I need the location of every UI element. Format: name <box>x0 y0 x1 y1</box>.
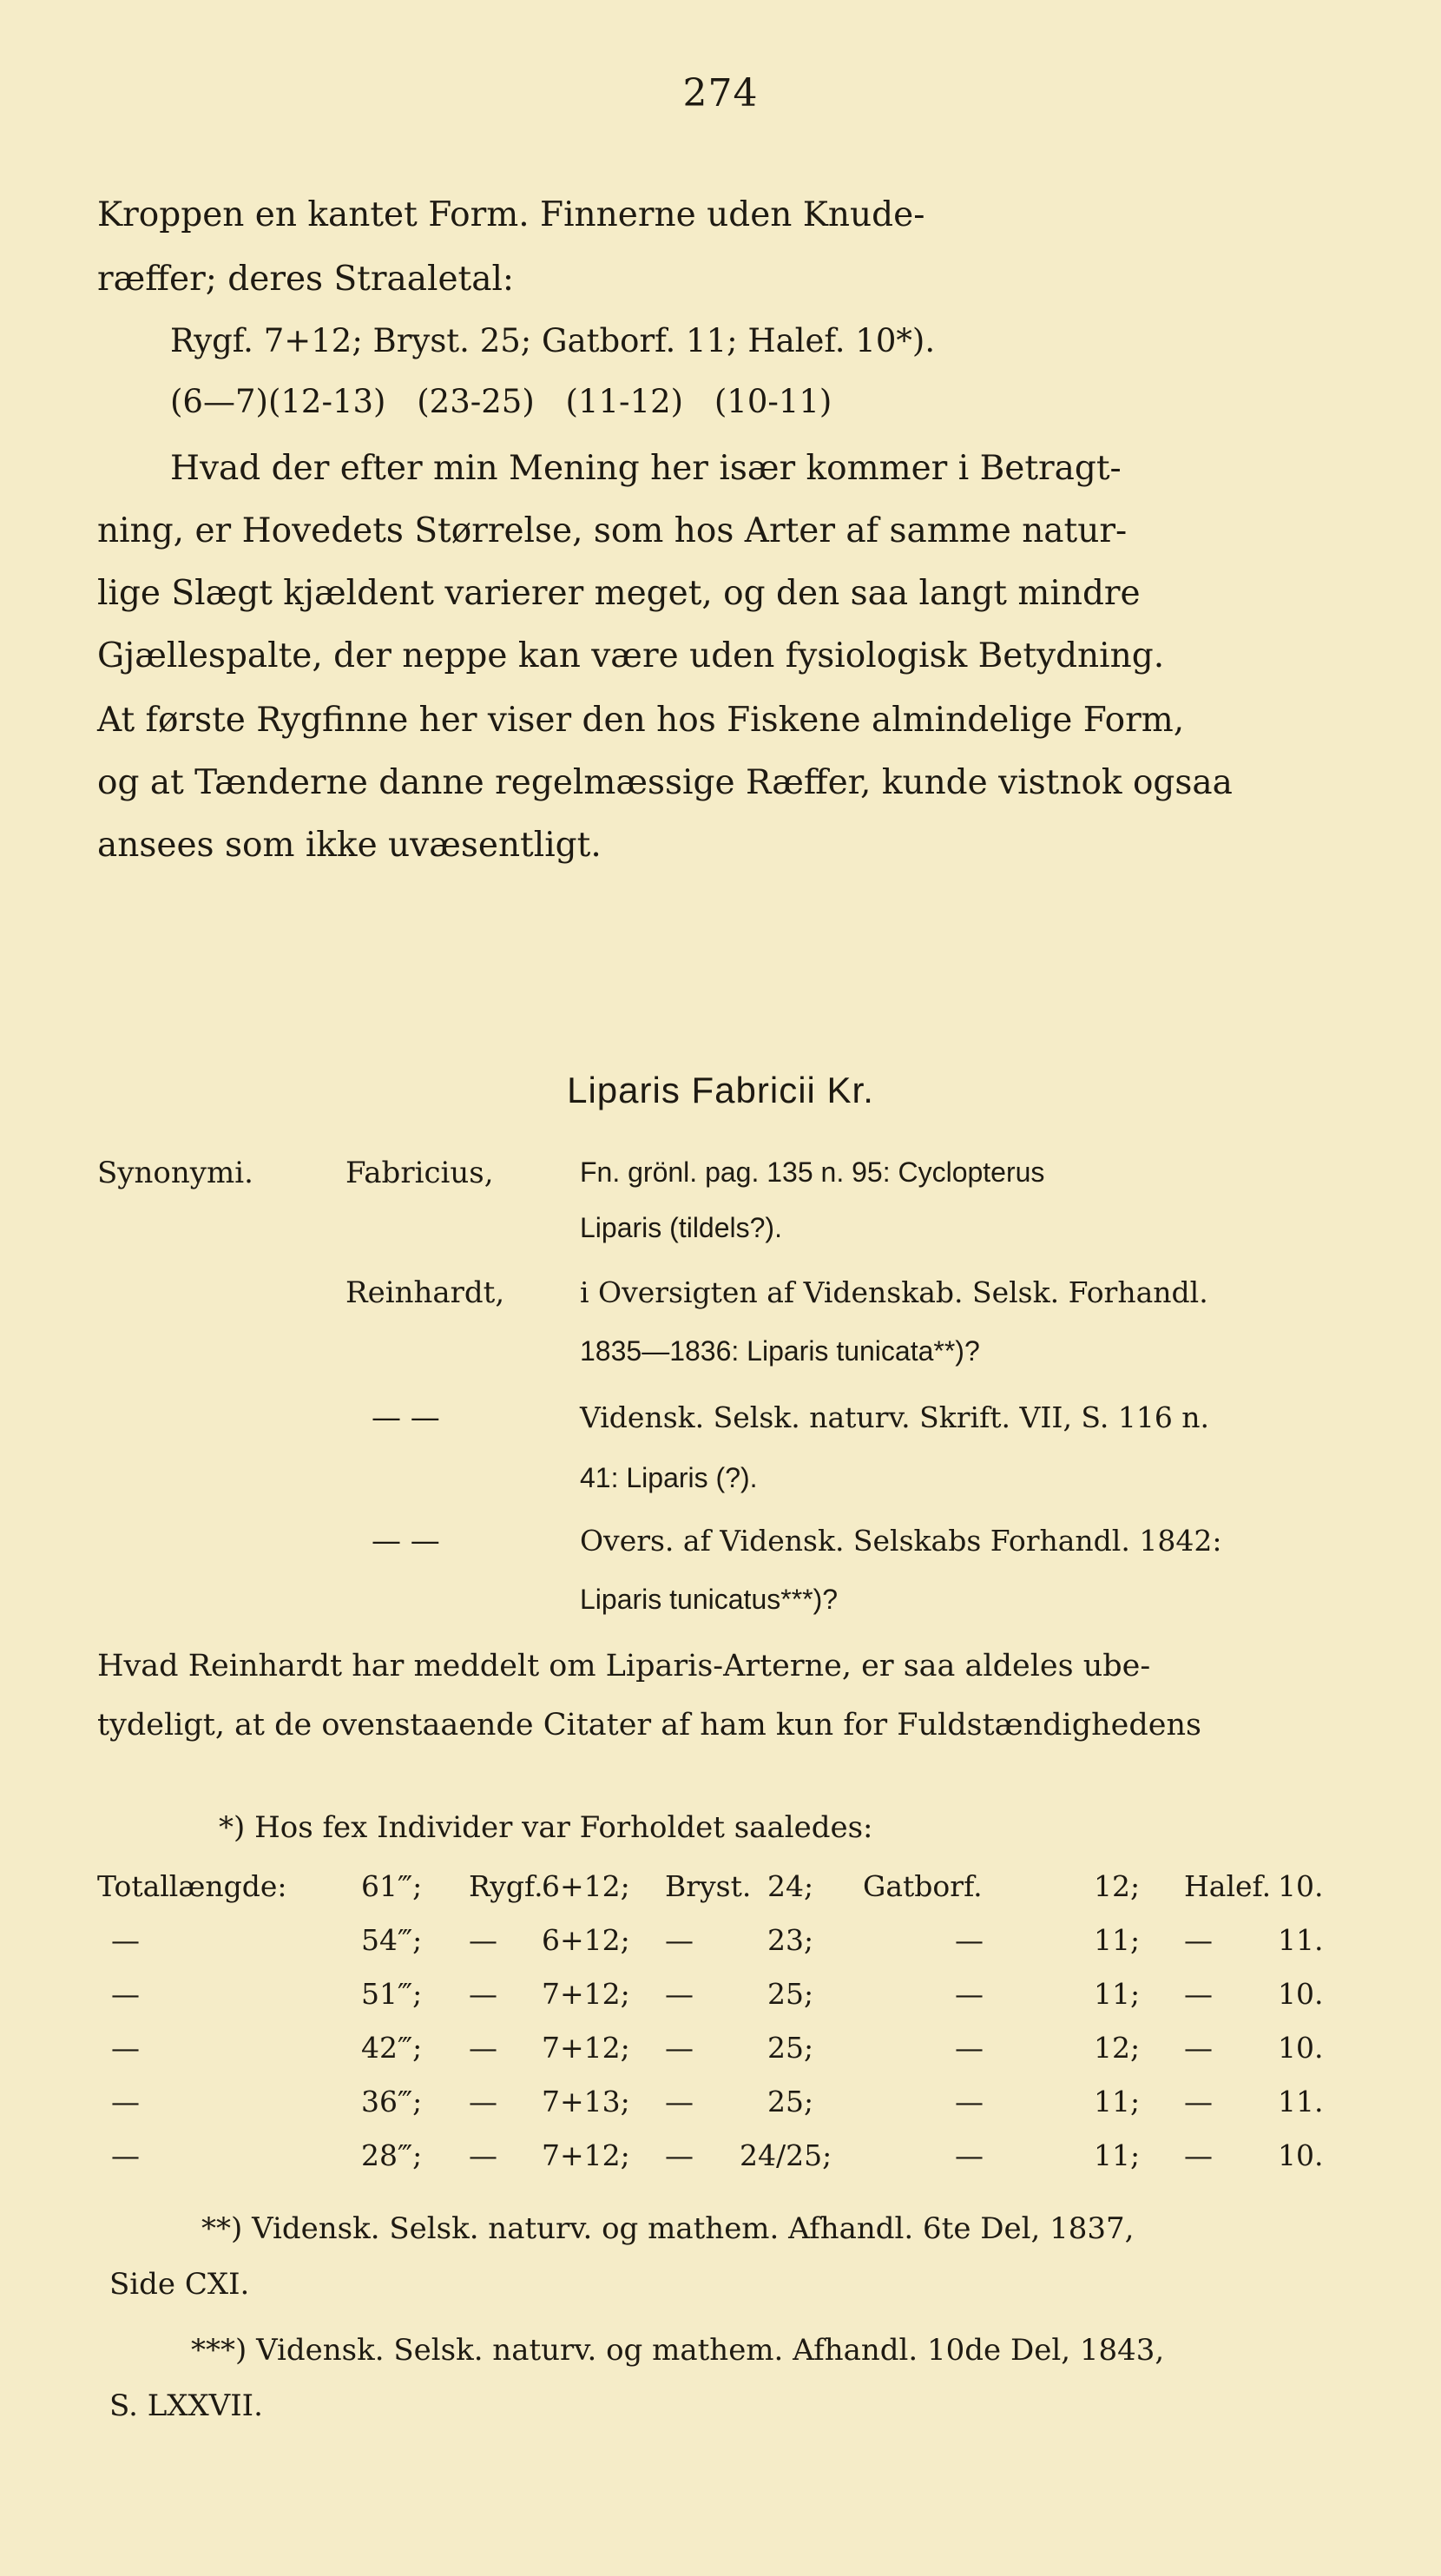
table-cell: 11; <box>1094 1923 1141 1957</box>
table-cell: 10. <box>1278 2031 1324 2065</box>
body-line: Hvad Reinhardt har meddelt om Liparis-Arterne, er saa aldeles ube- <box>97 1649 1151 1683</box>
body-line: og at Tænderne danne regelmæssige Ræffer, kunde vistnok ogsaa <box>97 763 1233 802</box>
synonymy-ditto: — — <box>372 1524 440 1558</box>
synonymy-reference: Fn. grönl. pag. 135 n. 95: Cyclopterus <box>580 1156 1045 1188</box>
table-cell: 10. <box>1278 1977 1324 2011</box>
table-cell: — <box>111 2085 140 2118</box>
table-cell: Bryst. <box>665 1869 752 1903</box>
table-cell: — <box>955 2085 984 2118</box>
table-cell: — <box>955 2138 984 2172</box>
footnote-text: Side CXI. <box>109 2267 250 2302</box>
synonymy-reference: Liparis tunicatus***)? <box>580 1584 839 1615</box>
body-line: tydeligt, at de ovenstaaende Citater af ham kun for Fuldstændighedens <box>97 1708 1201 1743</box>
table-cell: Totallængde: <box>97 1869 287 1903</box>
synonymy-reference: 41: Liparis (?). <box>580 1462 758 1493</box>
section-heading: Liparis Fabricii Kr. <box>567 1070 874 1110</box>
table-cell: — <box>1184 2031 1213 2065</box>
body-line: lige Slægt kjældent varierer meget, og den saa langt mindre <box>97 574 1141 613</box>
table-cell: — <box>111 1977 140 2011</box>
synonymy-reference: Overs. af Vidensk. Selskabs Forhandl. 1842: <box>580 1524 1222 1558</box>
table-cell: — <box>955 2031 984 2065</box>
table-cell: 7+12; <box>542 2138 630 2172</box>
table-cell: 11. <box>1278 2085 1324 2118</box>
table-cell: 12; <box>1094 1869 1141 1903</box>
table-cell: Rygf. <box>469 1869 543 1903</box>
table-cell: 7+12; <box>542 2031 630 2065</box>
footnote-text: S. LXXVII. <box>109 2388 263 2423</box>
table-cell: 11; <box>1094 1977 1141 2011</box>
table-cell: — <box>665 1923 694 1957</box>
body-line: Hvad der efter min Mening her især kommer i Betragt- <box>170 449 1122 488</box>
table-cell: — <box>665 2085 694 2118</box>
table-cell: — <box>665 2138 694 2172</box>
table-cell: 6+12; <box>542 1869 630 1903</box>
body-line: Kroppen en kantet Form. Finnerne uden Knude- <box>97 195 925 234</box>
footnote-text: ***) Vidensk. Selsk. naturv. og mathem. Afhandl. 10de Del, 1843, <box>191 2333 1165 2368</box>
table-cell: 7+12; <box>542 1977 630 2011</box>
table-cell: — <box>111 2031 140 2065</box>
table-cell: — <box>111 2138 140 2172</box>
body-line: At første Rygfinne her viser den hos Fiskene almindelige Form, <box>97 701 1185 740</box>
table-cell: — <box>1184 2085 1213 2118</box>
body-line: ning, er Hovedets Størrelse, som hos Arter af samme natur- <box>97 511 1128 550</box>
table-cell: 25; <box>767 2085 814 2118</box>
table-cell: — <box>665 2031 694 2065</box>
table-cell: 11; <box>1094 2138 1141 2172</box>
table-cell: 11. <box>1278 1923 1324 1957</box>
synonymy-reference: Liparis (tildels?). <box>580 1212 782 1243</box>
table-cell: — <box>469 2138 497 2172</box>
synonymy-reference: i Oversigten af Videnskab. Selsk. Forhandl. <box>580 1275 1208 1309</box>
table-cell: 6+12; <box>542 1923 630 1957</box>
table-cell: 10. <box>1278 2138 1324 2172</box>
table-cell: — <box>469 1923 497 1957</box>
table-cell: — <box>1184 2138 1213 2172</box>
synonymy-reference: 1835—1836: Liparis tunicata**)? <box>580 1335 980 1367</box>
table-cell: — <box>469 2031 497 2065</box>
table-cell: — <box>1184 1923 1213 1957</box>
table-cell: 24; <box>767 1869 814 1903</box>
table-cell: 51‴; <box>361 1977 423 2011</box>
synonymy-reference: Vidensk. Selsk. naturv. Skrift. VII, S. 116 n. <box>580 1400 1210 1434</box>
table-cell: 54‴; <box>361 1923 423 1957</box>
footnote-title: *) Hos fex Individer var Forholdet saaledes: <box>219 1810 873 1845</box>
table-cell: 10. <box>1278 1869 1324 1903</box>
synonymy-ditto: — — <box>372 1400 440 1435</box>
table-cell: 12; <box>1094 2031 1141 2065</box>
page-number: 274 <box>682 71 759 115</box>
ray-ranges-line: (6—7)(12-13) (23-25) (11-12) (10-11) <box>170 383 832 420</box>
ray-counts-line: Rygf. 7+12; Bryst. 25; Gatborf. 11; Halef. 10*). <box>170 322 936 359</box>
table-cell: — <box>955 1977 984 2011</box>
body-line: ræffer; deres Straaletal: <box>97 260 515 299</box>
body-line: ansees som ikke uvæsentligt. <box>97 826 602 865</box>
table-cell: 28‴; <box>361 2138 423 2172</box>
table-cell: Gatborf. <box>863 1869 983 1903</box>
table-cell: — <box>1184 1977 1213 2011</box>
synonymy-author: Fabricius, <box>345 1156 494 1190</box>
table-cell: 36‴; <box>361 2085 423 2118</box>
table-cell: 7+13; <box>542 2085 630 2118</box>
table-cell: 25; <box>767 2031 814 2065</box>
table-cell: — <box>111 1923 140 1957</box>
footnote-text: **) Vidensk. Selsk. naturv. og mathem. Afhandl. 6te Del, 1837, <box>201 2211 1135 2246</box>
synonymy-author: Reinhardt, <box>345 1275 505 1310</box>
table-cell: 42‴; <box>361 2031 423 2065</box>
table-cell: 24/25; <box>740 2138 832 2172</box>
table-cell: 25; <box>767 1977 814 2011</box>
table-cell: — <box>469 2085 497 2118</box>
synonymy-label: Synonymi. <box>97 1156 253 1190</box>
table-cell: — <box>955 1923 984 1957</box>
body-line: Gjællespalte, der neppe kan være uden fysiologisk Betydning. <box>97 636 1165 675</box>
table-cell: — <box>469 1977 497 2011</box>
table-cell: — <box>665 1977 694 2011</box>
table-cell: 61‴; <box>361 1869 423 1903</box>
table-cell: Halef. <box>1184 1869 1272 1903</box>
table-cell: 11; <box>1094 2085 1141 2118</box>
table-cell: 23; <box>767 1923 814 1957</box>
